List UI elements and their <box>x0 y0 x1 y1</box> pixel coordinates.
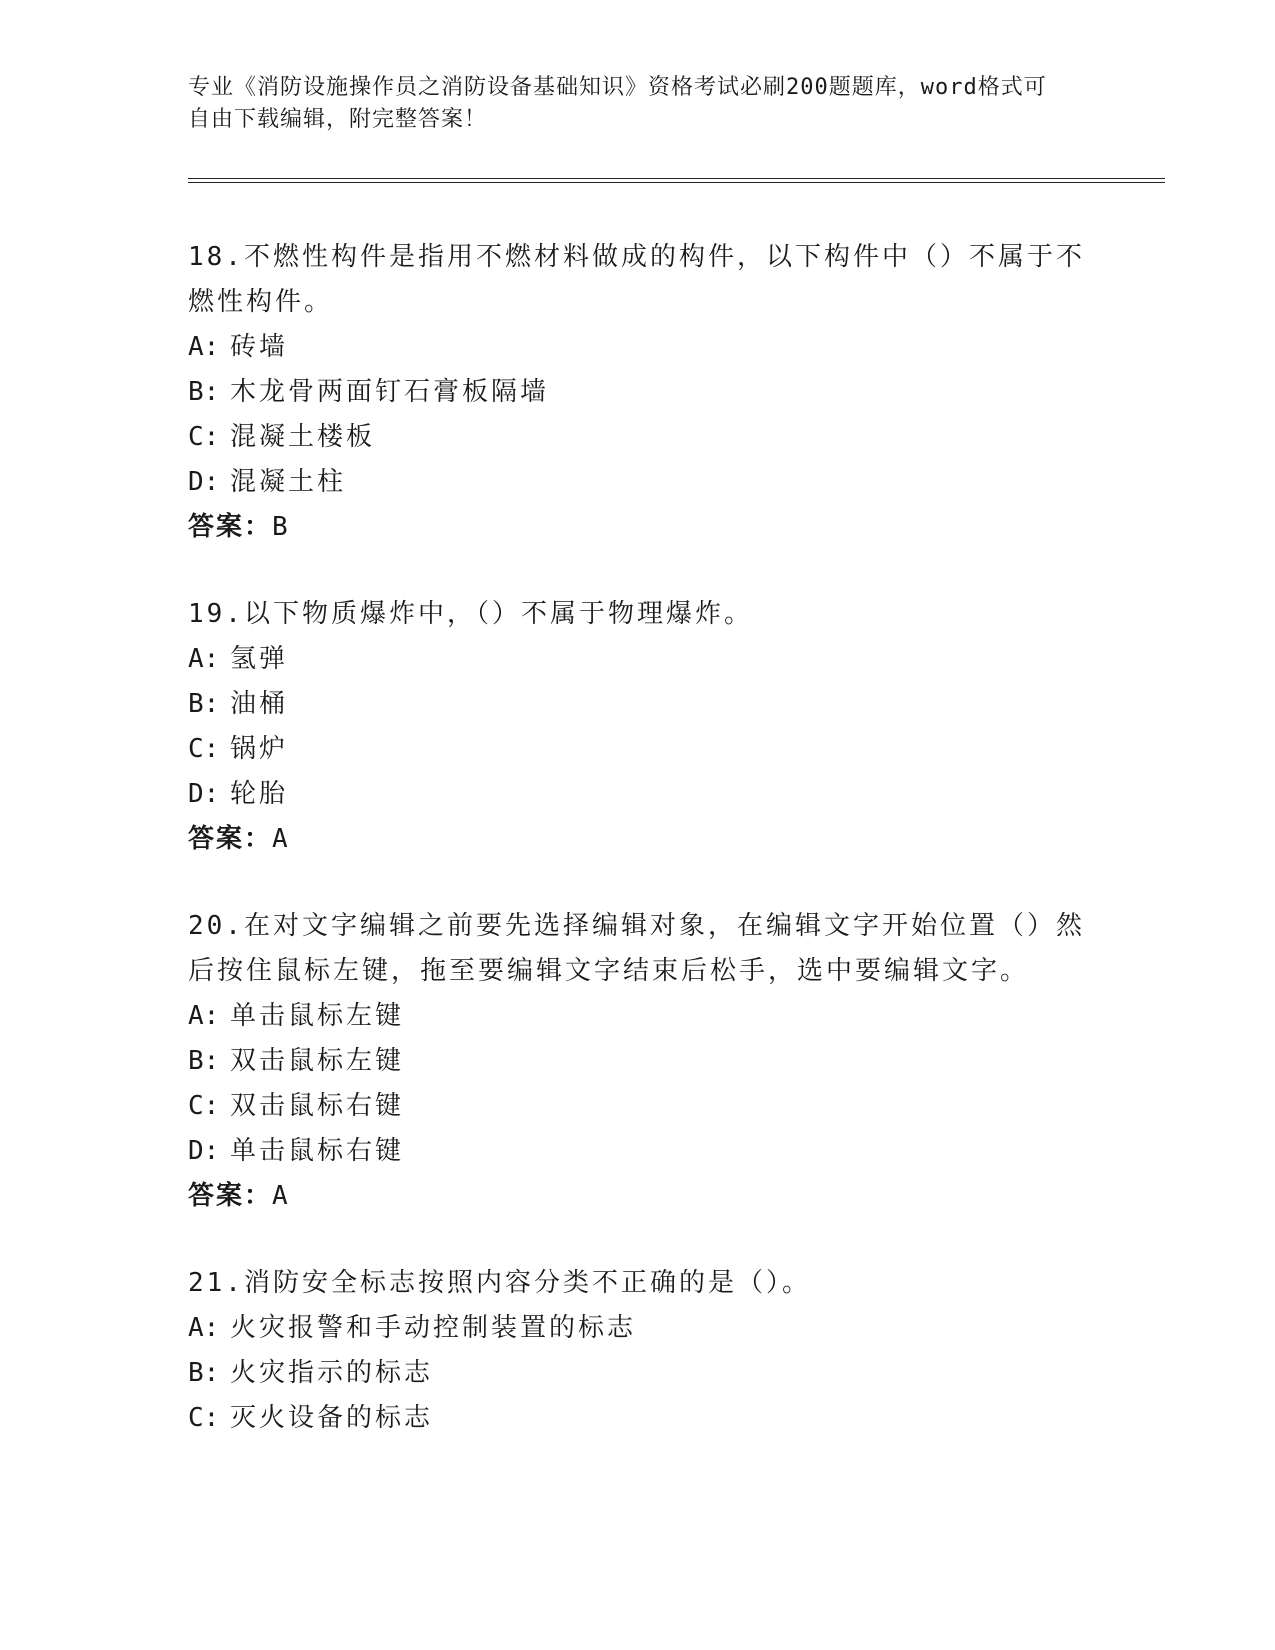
question-20 <box>188 904 1088 1219</box>
option-a <box>188 994 1088 1039</box>
option-text: 双击鼠标右键 <box>230 1091 405 1121</box>
question-list <box>188 235 1088 1483</box>
option-a <box>188 325 1088 370</box>
answer-line <box>188 505 1088 550</box>
option-letter: D: <box>188 779 220 809</box>
option-c <box>188 415 1088 460</box>
option-letter: B: <box>188 689 220 719</box>
option-text: 单击鼠标左键 <box>230 1001 405 1031</box>
header-divider <box>188 178 1165 183</box>
option-letter: A: <box>188 644 220 674</box>
answer-line <box>188 817 1088 862</box>
option-b <box>188 370 1088 415</box>
answer-value: B <box>272 512 290 542</box>
option-text: 锅炉 <box>230 734 289 764</box>
question-text: 20.在对文字编辑之前要先选择编辑对象，在编辑文字开始位置（）然后按住鼠标左键，拖至要编辑文字结束后松手，选中要编辑文字。 <box>188 911 1085 986</box>
option-b <box>188 1039 1088 1084</box>
option-letter: A: <box>188 1313 220 1343</box>
option-b <box>188 682 1088 727</box>
question-text: 21.消防安全标志按照内容分类不正确的是（）。 <box>188 1268 811 1298</box>
option-letter: A: <box>188 1001 220 1031</box>
option-c <box>188 727 1088 772</box>
option-text: 轮胎 <box>230 779 289 809</box>
answer-value: A <box>272 1181 290 1211</box>
option-a <box>188 637 1088 682</box>
answer-label: 答案： <box>188 1181 273 1211</box>
option-letter: D: <box>188 1136 220 1166</box>
option-letter: B: <box>188 1358 220 1388</box>
option-text: 氢弹 <box>230 644 289 674</box>
document-header: 专业《消防设施操作员之消防设备基础知识》资格考试必刷200题题库，word格式可自由下载编辑，附完整答案！ <box>188 75 1047 132</box>
option-a <box>188 1306 1088 1351</box>
option-text: 混凝土楼板 <box>230 422 376 452</box>
question-text: 18.不燃性构件是指用不燃材料做成的构件，以下构件中（）不属于不燃性构件。 <box>188 242 1085 317</box>
option-letter: A: <box>188 332 220 362</box>
answer-label: 答案： <box>188 512 273 542</box>
option-text: 单击鼠标右键 <box>230 1136 405 1166</box>
option-letter: C: <box>188 422 220 452</box>
option-d <box>188 460 1088 505</box>
option-letter: C: <box>188 1403 220 1433</box>
option-text: 火灾指示的标志 <box>230 1358 434 1388</box>
option-text: 油桶 <box>230 689 289 719</box>
option-text: 砖墙 <box>230 332 289 362</box>
option-letter: B: <box>188 1046 220 1076</box>
question-text: 19.以下物质爆炸中，（）不属于物理爆炸。 <box>188 599 753 629</box>
option-letter: D: <box>188 467 220 497</box>
option-text: 双击鼠标左键 <box>230 1046 405 1076</box>
option-text: 灭火设备的标志 <box>230 1403 434 1433</box>
answer-value: A <box>272 824 290 854</box>
question-21 <box>188 1261 1088 1441</box>
option-letter: B: <box>188 377 220 407</box>
option-c <box>188 1396 1088 1441</box>
option-letter: C: <box>188 1091 220 1121</box>
option-text: 混凝土柱 <box>230 467 347 497</box>
option-text: 木龙骨两面钉石膏板隔墙 <box>230 377 550 407</box>
question-19 <box>188 592 1088 862</box>
option-c <box>188 1084 1088 1129</box>
option-d <box>188 1129 1088 1174</box>
question-18 <box>188 235 1088 550</box>
option-b <box>188 1351 1088 1396</box>
answer-label: 答案： <box>188 824 273 854</box>
option-text: 火灾报警和手动控制装置的标志 <box>230 1313 637 1343</box>
option-d <box>188 772 1088 817</box>
answer-line <box>188 1174 1088 1219</box>
option-letter: C: <box>188 734 220 764</box>
